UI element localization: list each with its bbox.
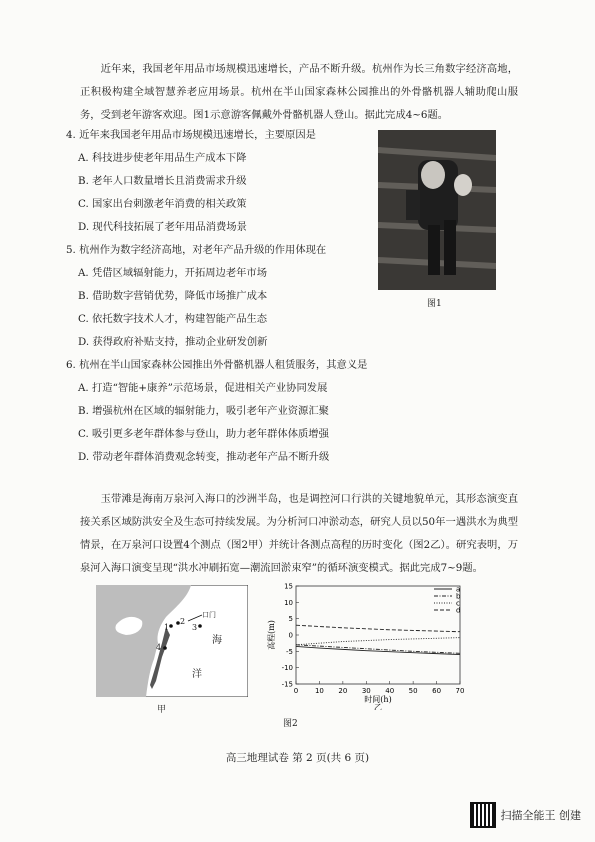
q6-option-c: C. 吸引更多老年群体参与登山，助力老年群体体质增强	[78, 428, 329, 440]
figure2-caption: 图2	[283, 719, 298, 729]
q5-option-c: C. 依托数字技术人才，构建智能产品生态	[78, 313, 268, 325]
y-tick-label: -10	[281, 664, 293, 673]
x-tick-label: 30	[361, 687, 371, 695]
q4-option-a: A. 科技进步使老年用品生产成本下降	[78, 152, 247, 164]
map-caption: 甲	[157, 705, 167, 715]
sea-label: 海	[212, 635, 222, 646]
mouth-label: 口门	[202, 611, 216, 619]
plot-frame	[296, 586, 460, 684]
y-axis-label: 高程(m)	[267, 620, 276, 650]
point-1-label: 1	[164, 623, 170, 632]
point-4-marker	[163, 646, 167, 650]
elevation-chart	[264, 580, 479, 710]
question-4: 4. 近年来我国老年用品市场规模迅速增长，主要原因是	[66, 129, 316, 141]
x-tick-label: 60	[432, 687, 442, 695]
point-2-label: 2	[180, 617, 186, 626]
intro-paragraph-1: 近年来，我国老年用品市场规模迅速增长，产品不断升级。杭州作为长三角数字经济高地，正积极构建全域智慧养老应用场景。杭州在半山国家森林公园推出的外骨骼机器人辅助爬山服务，受到老年游客欢迎。图1示意游客佩戴外骨骼机器人登山。据此完成4~6题。	[80, 63, 518, 121]
y-tick-label: 0	[288, 631, 293, 640]
scanner-label: 扫描全能王 创建	[500, 809, 581, 822]
legend-b-label: b	[456, 592, 461, 601]
series-b-line	[296, 645, 460, 653]
x-tick-label: 0	[293, 687, 299, 695]
elevation-chart-svg	[264, 580, 479, 710]
series-c-line	[296, 638, 460, 645]
y-tick-label: 10	[284, 598, 293, 607]
q4-option-c: C. 国家出台刺激老年消费的相关政策	[78, 198, 247, 210]
x-tick-label: 50	[408, 687, 418, 695]
q4-option-b: B. 老年人口数量增长且消费需求升级	[78, 175, 247, 187]
point-3-label: 3	[192, 623, 198, 632]
x-tick-label: 40	[385, 687, 395, 695]
figure1-caption: 图1	[427, 299, 442, 309]
q6-option-a: A. 打造“智能+康养”示范场景，促进相关产业协同发展	[78, 382, 328, 394]
q4-option-d: D. 现代科技拓展了老年用品消费场景	[78, 221, 247, 233]
series-a-line	[296, 646, 460, 654]
chart-caption: 乙	[374, 703, 382, 710]
q5-option-a: A. 凭借区域辐射能力，开拓周边老年市场	[78, 267, 268, 279]
ocean-label: 洋	[192, 669, 202, 680]
point-3-marker	[198, 624, 202, 628]
legend-c-label: c	[456, 599, 460, 608]
q5-option-d: D. 获得政府补贴支持，推动企业研发创新	[78, 336, 268, 348]
x-tick-label: 70	[455, 687, 465, 695]
y-tick-label: 15	[284, 582, 293, 591]
question-6: 6. 杭州在半山国家森林公园推出外骨骼机器人租赁服务，其意义是	[66, 359, 368, 371]
question-5: 5. 杭州作为数字经济高地，对老年产品升级的作用体现在	[66, 244, 327, 256]
point-4-label: 4	[156, 643, 162, 652]
qr-code-icon	[470, 802, 496, 828]
y-tick-label: -15	[281, 680, 293, 689]
legend-a-label: a	[456, 585, 461, 594]
series-d-line	[296, 625, 460, 632]
x-tick-label: 10	[314, 687, 324, 695]
scanner-watermark	[470, 802, 582, 828]
page-footer: 高三地理试卷 第 2 页(共 6 页)	[225, 752, 370, 764]
intro-paragraph-2: 玉带滩是海南万泉河入海口的沙洲半岛，也是调控河口行洪的关键地貌单元，其形态演变直接关系区域防洪安全及生态可持续发展。为分析河口冲淤动态，研究人员以50年一遇洪水为典型情景，在万泉河口设置4个测点（图2甲）并统计各测点高程的历时变化（图2乙）。研究表明，万泉河入海口演变呈现“洪水冲刷拓宽—潮流回淤束窄”的循环演变模式。据此完成7~9题。	[80, 493, 518, 574]
figure1-photo	[378, 130, 496, 290]
q5-option-b: B. 借助数字营销优势，降低市场推广成本	[78, 290, 268, 302]
x-axis-label: 时间(h)	[364, 695, 392, 704]
q6-option-d: D. 带动老年群体消费观念转变，推动老年产品不断升级	[78, 451, 330, 463]
q6-option-b: B. 增强杭州在区域的辐射能力，吸引老年产业资源汇聚	[78, 405, 329, 417]
exoskeleton-photo-image	[378, 130, 496, 290]
x-tick-label: 20	[338, 687, 348, 695]
legend-d-label: d	[456, 606, 461, 615]
point-1-marker	[169, 624, 173, 628]
y-tick-label: -5	[286, 647, 293, 656]
y-tick-label: 5	[288, 615, 293, 624]
estuary-map	[96, 585, 248, 697]
